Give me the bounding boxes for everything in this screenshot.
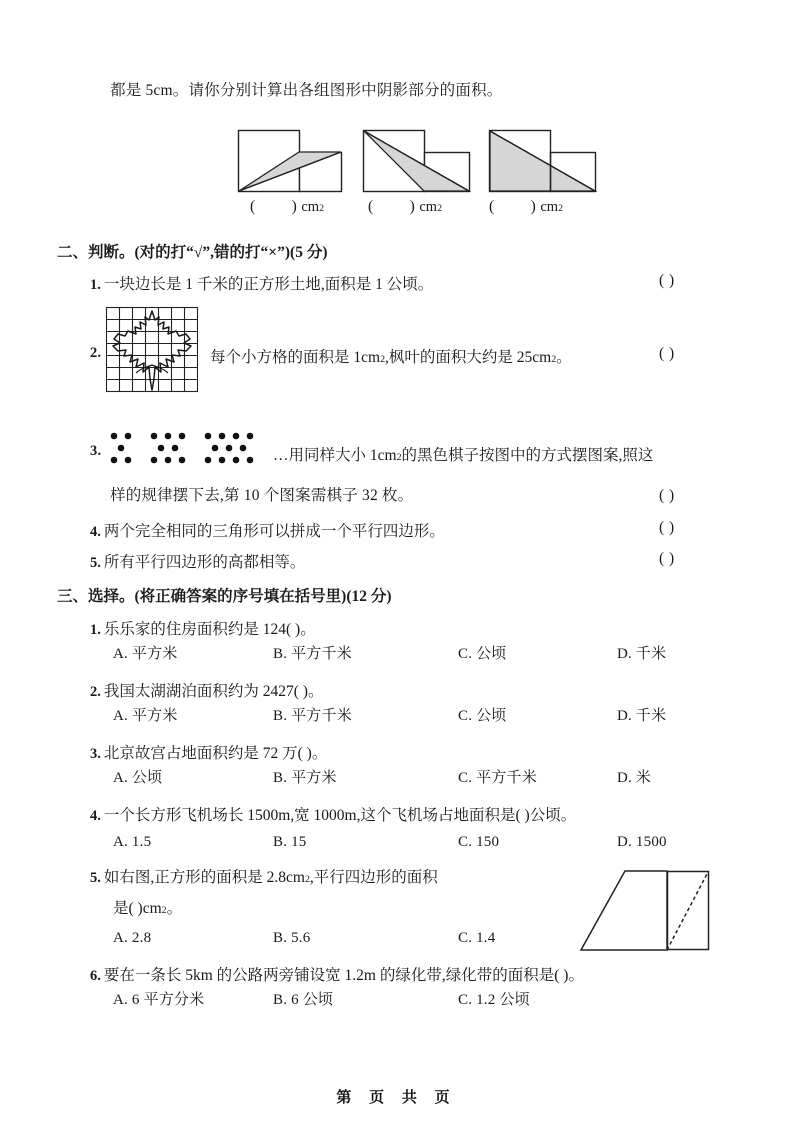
parallelogram-square-figure xyxy=(579,869,711,952)
choice-item-3-option-d[interactable]: D. 米 xyxy=(617,770,652,786)
judge-item-3-exp: 2 xyxy=(396,452,402,463)
section-three-subtitle: (将正确答案的序号填在括号里)(12 分) xyxy=(134,588,392,605)
judge-item-2-number: 2. xyxy=(90,345,102,361)
choice-item-2-option-d[interactable]: D. 千米 xyxy=(617,708,667,724)
choice-item-1-option-d[interactable]: D. 千米 xyxy=(617,646,667,662)
choice-item-5-exp-2: 2 xyxy=(161,905,167,916)
unit-exponent: 2 xyxy=(437,203,443,214)
paren-open: ( xyxy=(489,198,495,215)
choice-item-4-option-a[interactable]: A. 1.5 xyxy=(113,834,152,850)
choice-item-4 xyxy=(90,803,576,825)
composite-shaded-figure-3 xyxy=(489,130,597,192)
judge-item-2-exp-1: 2 xyxy=(380,354,386,365)
choice-item-1-text[interactable]: 乐乐家的住房面积约是 124( )。 xyxy=(103,621,316,638)
choice-item-2-number: 2. xyxy=(90,684,101,700)
choice-item-5-text-line1-post: ,平行四边形的面积 xyxy=(309,869,438,886)
judge-item-5-answer-blank[interactable]: ( ) xyxy=(659,550,675,567)
choice-item-2-option-c[interactable]: C. 公顷 xyxy=(458,708,507,724)
choice-item-5-number: 5. xyxy=(90,870,101,886)
judge-item-1-answer-blank[interactable]: ( ) xyxy=(659,272,675,289)
unit-exponent: 2 xyxy=(558,203,564,214)
choice-item-2-option-b[interactable]: B. 平方千米 xyxy=(273,708,352,724)
judge-item-5-number: 5. xyxy=(90,555,101,571)
choice-item-6-number: 6. xyxy=(90,968,101,984)
choice-item-4-option-c[interactable]: C. 150 xyxy=(458,834,500,850)
choice-item-6-option-a[interactable]: A. 6 平方分米 xyxy=(113,992,205,1008)
unit-label: cm xyxy=(540,199,559,215)
figure-2-answer-blank[interactable] xyxy=(368,198,442,216)
choice-item-5-exp-1: 2 xyxy=(304,874,310,885)
judge-item-3-answer-blank[interactable]: ( ) xyxy=(659,487,675,504)
choice-item-5-text-line1-pre: 如右图,正方形的面积是 2.8cm xyxy=(103,869,305,886)
choice-item-3 xyxy=(90,741,327,763)
choice-item-6-text[interactable]: 要在一条长 5km 的公路两旁铺设宽 1.2m 的绿化带,绿化带的面积是( )。 xyxy=(103,967,584,984)
choice-item-5-option-a[interactable]: A. 2.8 xyxy=(113,930,152,946)
judge-item-1-text: 一块边长是 1 千米的正方形土地,面积是 1 公顷。 xyxy=(103,276,434,293)
choice-item-5-option-c[interactable]: C. 1.4 xyxy=(458,930,496,946)
judge-item-4 xyxy=(90,519,445,541)
section-two-subtitle: (对的打“√”,错的打“×”)(5 分) xyxy=(134,244,328,261)
choice-item-1-option-a[interactable]: A. 平方米 xyxy=(113,646,178,662)
intro-text: 都是 5cm。请你分别计算出各组图形中阴影部分的面积。 xyxy=(110,82,503,99)
judge-item-1-number: 1. xyxy=(90,277,101,293)
judge-item-2-answer-blank[interactable]: ( ) xyxy=(659,345,675,362)
choice-item-4-option-b[interactable]: B. 15 xyxy=(273,834,307,850)
page-footer: 第 页 共 页 xyxy=(336,1090,457,1106)
choice-item-4-text[interactable]: 一个长方形飞机场长 1500m,宽 1000m,这个飞机场占地面积是( )公顷。 xyxy=(103,807,577,824)
choice-item-1-option-c[interactable]: C. 公顷 xyxy=(458,646,507,662)
choice-item-5-line2[interactable] xyxy=(113,896,182,918)
paren-close: ) xyxy=(530,198,537,215)
choice-item-3-text[interactable]: 北京故宫占地面积约是 72 万( )。 xyxy=(103,745,328,762)
judge-item-2-text-mid: ,枫叶的面积大约是 25cm xyxy=(385,349,552,366)
choice-item-3-option-c[interactable]: C. 平方千米 xyxy=(458,770,537,786)
judge-item-1 xyxy=(90,272,433,294)
choice-item-4-number: 4. xyxy=(90,808,101,824)
paren-open: ( xyxy=(368,198,374,215)
composite-shaded-figure-2 xyxy=(363,130,471,192)
choice-item-5-option-b[interactable]: B. 5.6 xyxy=(273,930,311,946)
judge-item-2-exp-2: 2 xyxy=(551,354,557,365)
judge-item-2-text-pre: 每个小方格的面积是 1cm xyxy=(210,349,381,366)
section-three-title: 三、选择。 xyxy=(57,588,135,605)
checker-dot-pattern-figure xyxy=(108,430,268,468)
choice-item-6-option-c[interactable]: C. 1.2 公顷 xyxy=(458,992,530,1008)
choice-item-5-line1 xyxy=(90,865,438,887)
judge-item-3-text-line1 xyxy=(273,443,653,465)
judge-item-4-text: 两个完全相同的三角形可以拼成一个平行四边形。 xyxy=(103,523,445,540)
figure-3-answer-blank[interactable] xyxy=(489,198,563,216)
unit-label: cm xyxy=(301,199,320,215)
choice-item-2-text[interactable]: 我国太湖湖泊面积约为 2427( )。 xyxy=(103,683,324,700)
judge-item-5 xyxy=(90,550,305,572)
choice-item-3-number: 3. xyxy=(90,746,101,762)
paren-close: ) xyxy=(291,198,298,215)
choice-item-1 xyxy=(90,617,316,639)
judge-item-2-text xyxy=(210,345,572,367)
choice-item-2-option-a[interactable]: A. 平方米 xyxy=(113,708,178,724)
choice-item-3-option-b[interactable]: B. 平方米 xyxy=(273,770,337,786)
composite-shaded-figure-1 xyxy=(238,130,343,192)
judge-item-4-answer-blank[interactable]: ( ) xyxy=(659,519,675,536)
choice-item-3-option-a[interactable]: A. 公顷 xyxy=(113,770,163,786)
judge-item-2-text-post: 。 xyxy=(556,349,572,366)
figure-1-answer-blank[interactable] xyxy=(250,198,324,216)
maple-leaf-grid-figure xyxy=(106,307,198,392)
paren-close: ) xyxy=(409,198,416,215)
choice-item-4-option-d[interactable]: D. 1500 xyxy=(617,834,667,850)
choice-item-1-option-b[interactable]: B. 平方千米 xyxy=(273,646,352,662)
choice-item-1-number: 1. xyxy=(90,622,101,638)
unit-label: cm xyxy=(419,199,438,215)
choice-item-6 xyxy=(90,963,584,985)
judge-item-3-text-mid: 的黑色棋子按图中的方式摆图案,照这 xyxy=(401,447,654,464)
judge-item-3-text-pre: …用同样大小 1cm xyxy=(273,447,397,464)
judge-item-4-number: 4. xyxy=(90,524,101,540)
unit-exponent: 2 xyxy=(319,203,325,214)
paren-open: ( xyxy=(250,198,256,215)
judge-item-5-text: 所有平行四边形的高都相等。 xyxy=(103,554,306,571)
judge-item-3-number: 3. xyxy=(90,443,102,459)
choice-item-5-text-line2-post: 。 xyxy=(166,900,183,917)
section-two-title: 二、判断。 xyxy=(57,244,135,261)
choice-item-6-option-b[interactable]: B. 6 公顷 xyxy=(273,992,334,1008)
choice-item-2 xyxy=(90,679,323,701)
judge-item-3-text-line2: 样的规律摆下去,第 10 个图案需棋子 32 枚。 xyxy=(110,487,414,504)
choice-item-5-text-line2-pre: 是( )cm xyxy=(113,900,162,917)
section-three-heading xyxy=(57,584,392,606)
section-two-heading xyxy=(57,240,328,262)
